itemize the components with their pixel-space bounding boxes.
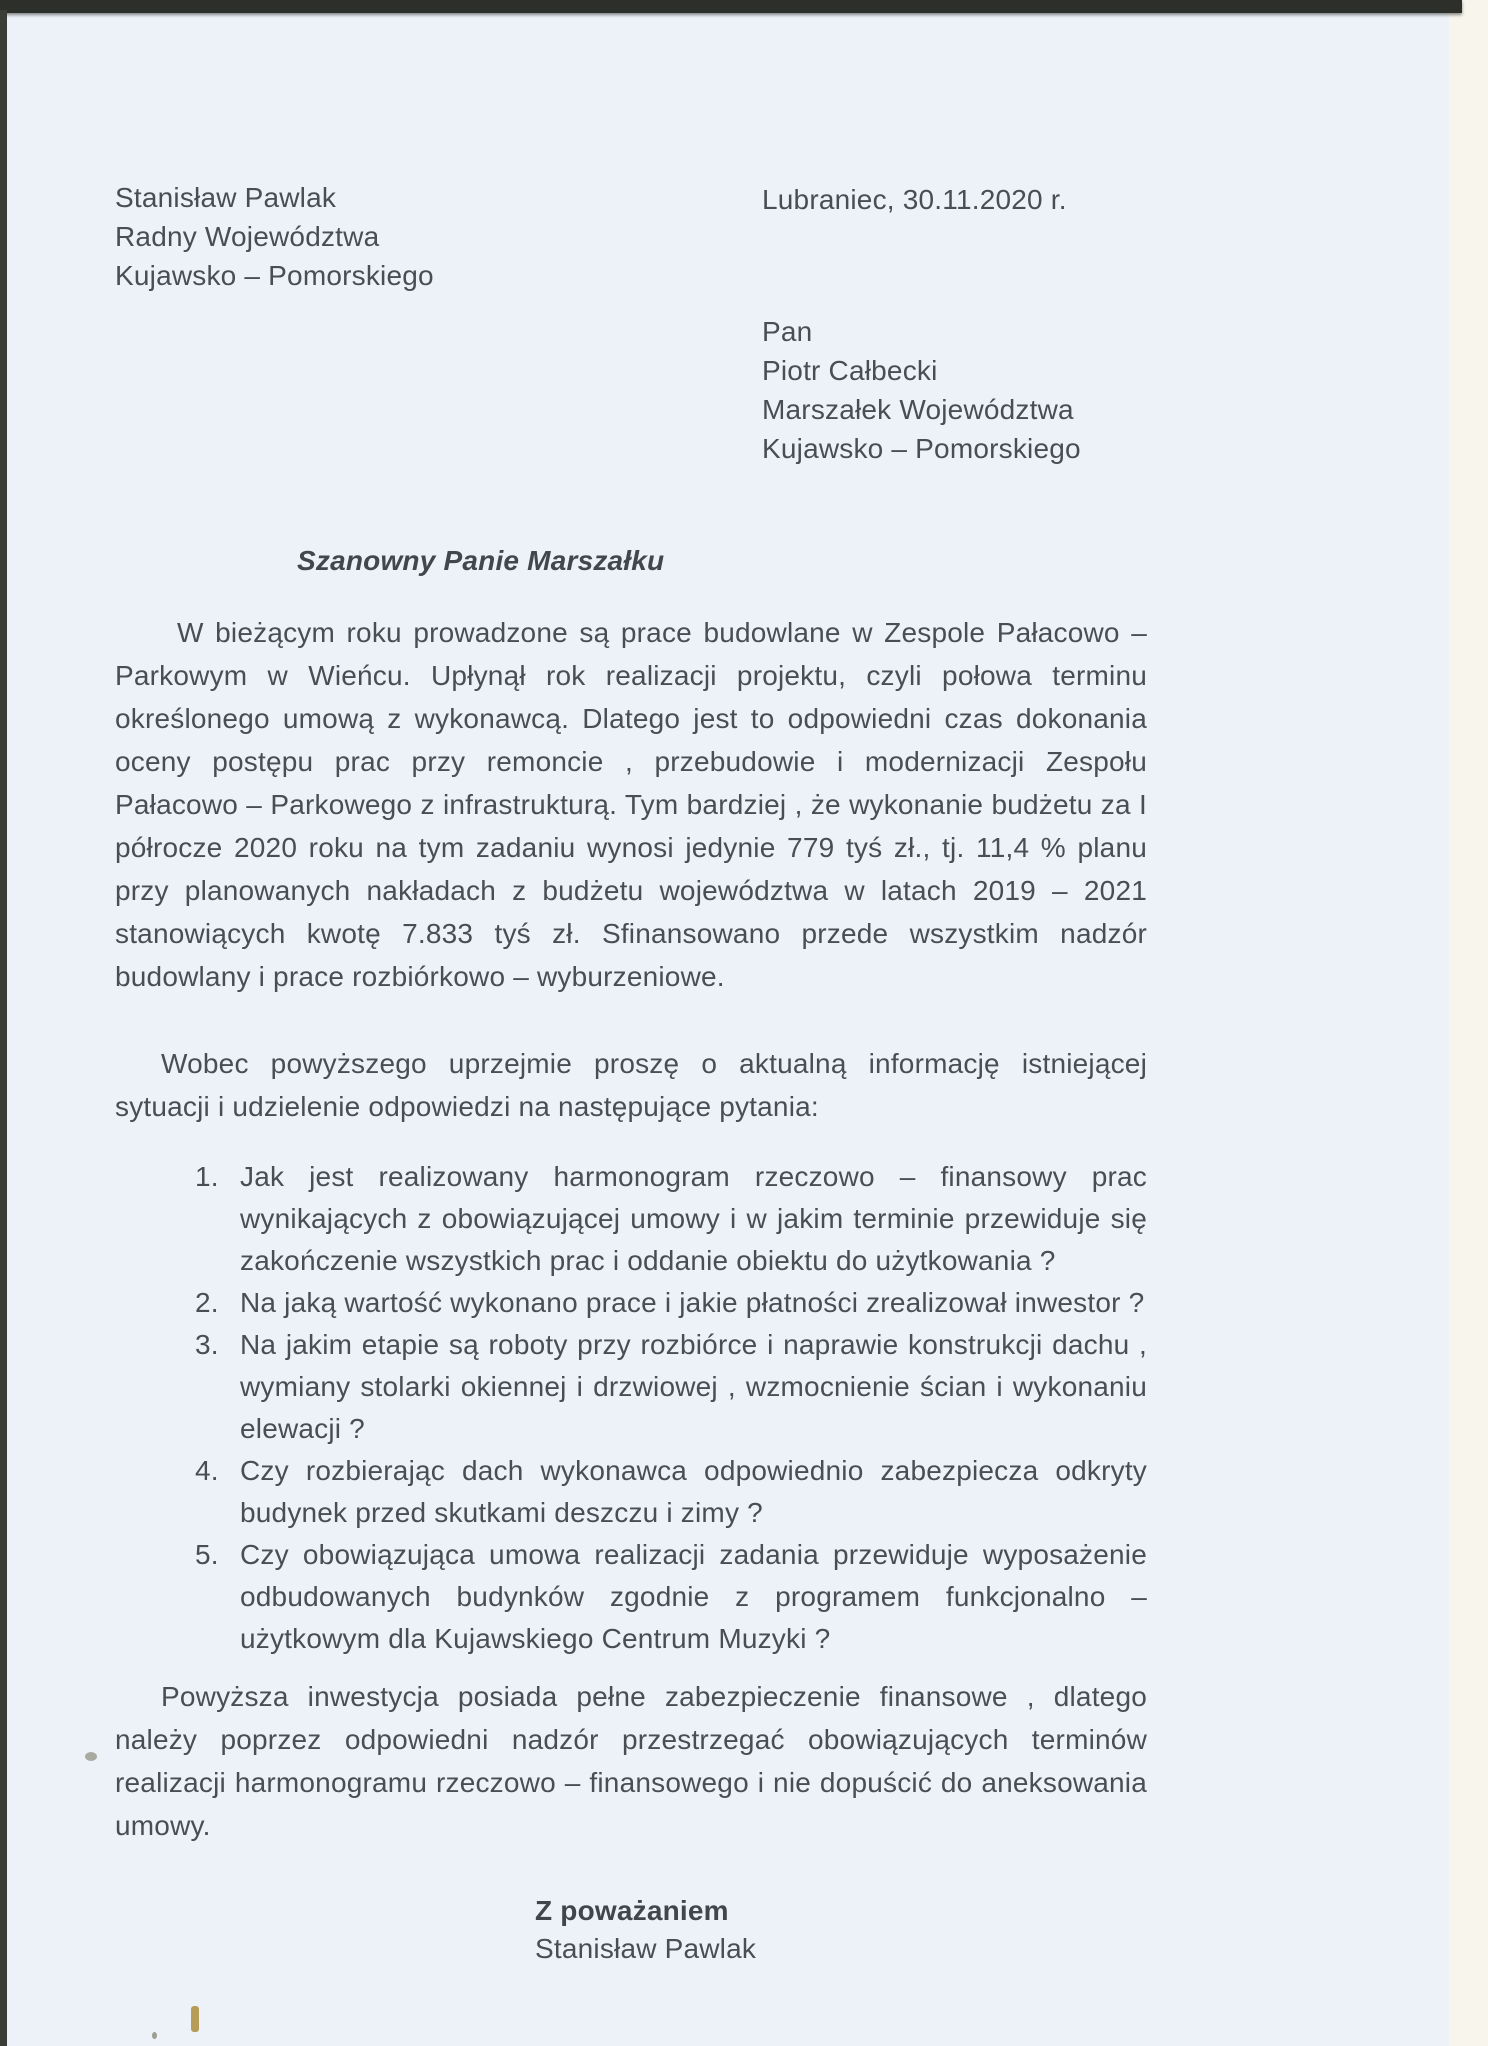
recipient-name: Piotr Całbecki	[762, 355, 938, 386]
question-item-3	[115, 1324, 1147, 1450]
question-list	[115, 1156, 1147, 1660]
letter-header	[115, 178, 1147, 295]
scan-artifact-speck	[152, 2032, 157, 2039]
question-text: Czy obowiązująca umowa realizacji zadania przewiduje wyposażenie odbudowanych budynków zgodnie z programem funkcjonalno – użytkowym dla Kujawskiego Centrum Muzyki ?	[240, 1539, 1147, 1654]
letter-content	[115, 0, 1147, 1968]
question-number: 4.	[195, 1455, 219, 1486]
question-text: Na jakim etapie są roboty przy rozbiórce i naprawie konstrukcji dachu , wymiany stolarki okiennej i drzwiowej , wzmocnienie ścian i wykonaniu elewacji ?	[240, 1329, 1147, 1444]
sender-title: Radny Województwa	[115, 221, 380, 252]
recipient-honorific: Pan	[762, 316, 813, 347]
question-text: Czy rozbierając dach wykonawca odpowiednio zabezpiecza odkryty budynek przed skutkami deszczu i zimy ?	[240, 1455, 1147, 1528]
question-item-1	[115, 1156, 1147, 1282]
recipient-block	[762, 312, 1147, 468]
question-text: Jak jest realizowany harmonogram rzeczowo – finansowy prac wynikających z obowiązującej umowy i w jakim terminie przewiduje się zakończenie wszystkich prac i oddanie obiektu do użytkowania ?	[240, 1161, 1147, 1276]
salutation: Szanowny Panie Marszałku	[297, 545, 665, 576]
closing-block	[535, 1892, 1147, 1968]
question-number: 5.	[195, 1539, 219, 1570]
recipient-title: Marszałek Województwa	[762, 394, 1074, 425]
question-item-2	[115, 1282, 1147, 1324]
dateline: Lubraniec, 30.11.2020 r.	[762, 184, 1067, 215]
paragraph-2: Wobec powyższego uprzejmie proszę o aktualną informację istniejącej sytuacji i udzielenie odpowiedzi na następujące pytania:	[115, 1048, 1147, 1122]
scan-artifact-speck	[191, 2006, 199, 2032]
valediction: Z poważaniem	[535, 1895, 729, 1926]
paragraph-1: W bieżącym roku prowadzone są prace budowlane w Zespole Pałacowo – Parkowym w Wieńcu. Upłynął rok realizacji projektu, czyli połowa terminu określonego umową z wykonawcą. Dlatego jest to odpowiedni czas dokonania oceny postępu prac przy remoncie , przebudowie i modernizacji Zespołu Pałacowo – Parkowego z infrastrukturą. Tym bardziej , że wykonanie budżetu za I półrocze 2020 roku na tym zadaniu wynosi jedynie 779 tyś zł., tj. 11,4 % planu przy planowanych nakładach z budżetu województwa w latach 2019 – 2021 stanowiących kwotę 7.833 tyś zł. Sfinansowano przede wszystkim nadzór budowlany i prace rozbiórkowo – wyburzeniowe.	[115, 617, 1147, 992]
question-item-4	[115, 1450, 1147, 1534]
recipient-region: Kujawsko – Pomorskiego	[762, 433, 1081, 464]
question-number: 1.	[195, 1161, 219, 1192]
question-number: 3.	[195, 1329, 219, 1360]
scan-artifact-speck	[85, 1752, 97, 1761]
scanner-edge-left	[0, 10, 7, 2046]
question-text: Na jaką wartość wykonano prace i jakie płatności zrealizował inwestor ?	[240, 1287, 1145, 1318]
sender-region: Kujawsko – Pomorskiego	[115, 260, 434, 291]
sender-name: Stanisław Pawlak	[115, 182, 337, 213]
question-item-5	[115, 1534, 1147, 1660]
question-number: 2.	[195, 1287, 219, 1318]
paragraph-3: Powyższa inwestycja posiada pełne zabezpieczenie finansowe , dlatego należy poprzez odpowiedni nadzór przestrzegać obowiązujących terminów realizacji harmonogramu rzeczowo – finansowego i nie dopuścić do aneksowania umowy.	[115, 1681, 1147, 1841]
signature-name: Stanisław Pawlak	[535, 1933, 757, 1964]
